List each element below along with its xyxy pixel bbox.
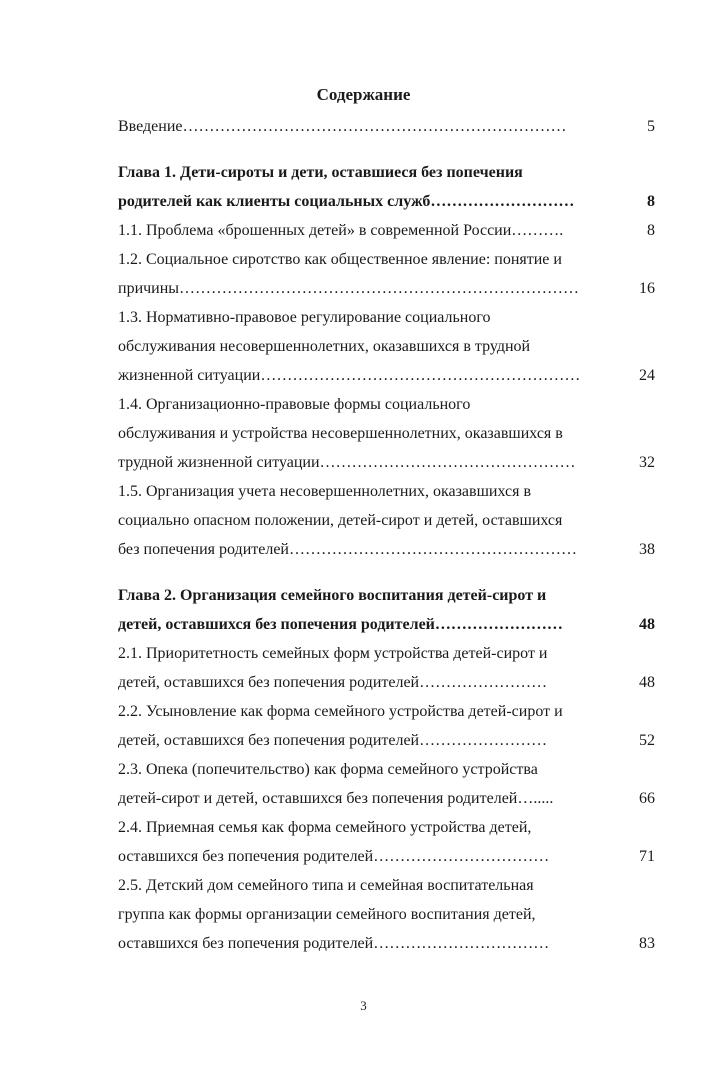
- toc-entry-section-2-2: [118, 697, 655, 726]
- toc-entry-section-1-1: [118, 216, 655, 245]
- toc-entry-text: Глава 2. Организация семейного воспитания детей-сирот и: [118, 587, 547, 604]
- toc-entry-text: причины…………………………………………………………………: [118, 280, 580, 297]
- page-number: 3: [360, 998, 367, 1013]
- toc-entry-section-2-3: [118, 755, 655, 784]
- toc-entry-text: детей, оставшихся без попечения родителей……………………: [118, 732, 548, 749]
- toc-entry-section-1-3: [118, 303, 655, 332]
- toc-entry-text: 2.2. Усыновление как форма семейного устройства детей-сирот и: [118, 703, 563, 720]
- toc-entry-text: детей-сирот и детей, оставшихся без попечения родителей….....: [118, 790, 554, 807]
- toc-entry-section-2-4: [118, 813, 655, 842]
- toc-page-number: 38: [639, 541, 655, 558]
- toc-entry-section-1-5-end: [118, 535, 655, 564]
- toc-entry-text: 1.4. Организационно-правовые формы социального: [118, 396, 471, 413]
- toc-entry-chapter-1-end: [118, 187, 655, 216]
- page-title: Содержание: [316, 85, 411, 104]
- toc-entry-text: Введение………………………………………………………………: [118, 118, 567, 135]
- toc-page-number: 16: [639, 280, 655, 297]
- toc-entry-section-2-4-end: [118, 842, 655, 871]
- toc-entry-section-2-5-end: [118, 929, 655, 958]
- toc-entry-text: 2.5. Детский дом семейного типа и семейная воспитательная: [118, 877, 534, 894]
- toc-entry-text: группа как формы организации семейного воспитания детей,: [118, 906, 536, 923]
- toc-entry-text: обслуживания несовершеннолетних, оказавшихся в трудной: [118, 338, 531, 355]
- toc-entry-intro: [118, 112, 655, 141]
- toc-entry-section-1-3-cont: [118, 332, 655, 361]
- toc-entry-text: 1.1. Проблема «брошенных детей» в современной России……….: [118, 222, 564, 239]
- toc-entry-section-2-2-end: [118, 726, 655, 755]
- toc-entry-section-2-3-end: [118, 784, 655, 813]
- toc-entry-section-1-5-cont: [118, 506, 655, 535]
- toc-entry-text: 2.1. Приоритетность семейных форм устройства детей-сирот и: [118, 645, 548, 662]
- toc-entry-section-1-2: [118, 245, 655, 274]
- toc-entry-section-1-2-end: [118, 274, 655, 303]
- toc-entry-text: 1.3. Нормативно-правовое регулирование социального: [118, 309, 491, 326]
- toc-page-number: 8: [647, 193, 655, 210]
- toc-entry-text: детей, оставшихся без попечения родителей……………………: [118, 616, 563, 633]
- toc-entry-text: оставшихся без попечения родителей……………………………: [118, 935, 550, 952]
- toc-entry-text: трудной жизненной ситуации…………………………………………: [118, 454, 576, 471]
- toc-entry-text: 1.2. Социальное сиротство как общественное явление: понятие и: [118, 251, 562, 268]
- toc-entry-text: 2.4. Приемная семья как форма семейного устройства детей,: [118, 819, 532, 836]
- toc-page-number: 52: [639, 732, 655, 749]
- toc-entry-section-2-5: [118, 871, 655, 900]
- toc-entry-text: 1.5. Организация учета несовершеннолетних, оказавшихся в: [118, 483, 531, 500]
- toc-entry-text: социально опасном положении, детей-сирот и детей, оставшихся: [118, 512, 563, 529]
- toc-entry-chapter-1: [118, 158, 655, 187]
- toc-entry-section-1-4-cont: [118, 419, 655, 448]
- toc-page-number: 24: [639, 367, 655, 384]
- toc-entry-section-1-3-end: [118, 361, 655, 390]
- toc-entry-section-1-4-end: [118, 448, 655, 477]
- toc-page-number: 5: [647, 118, 655, 135]
- toc-entry-chapter-2: [118, 581, 655, 610]
- toc-page-number: 66: [639, 790, 655, 807]
- toc-entry-text: детей, оставшихся без попечения родителей……………………: [118, 674, 548, 691]
- toc-entry-section-2-1-end: [118, 668, 655, 697]
- toc-entry-text: 2.3. Опека (попечительство) как форма семейного устройства: [118, 761, 538, 778]
- toc-page-number: 83: [639, 935, 655, 952]
- toc-page-number: 71: [639, 848, 655, 865]
- toc-entry-section-2-5-cont: [118, 900, 655, 929]
- toc-entry-text: родителей как клиенты социальных служб………………………: [118, 193, 575, 210]
- toc-entry-text: без попечения родителей………………………………………………: [118, 541, 577, 558]
- toc-page-number: 32: [639, 454, 655, 471]
- toc-page-number: 8: [647, 222, 655, 239]
- toc-entry-section-2-1: [118, 639, 655, 668]
- toc-page-number: 48: [639, 616, 655, 633]
- toc-entry-text: Глава 1. Дети-сироты и дети, оставшиеся без попечения: [118, 164, 523, 181]
- toc-entry-text: обслуживания и устройства несовершеннолетних, оказавшихся в: [118, 425, 563, 442]
- toc-entry-text: жизненной ситуации……………………………………………………: [118, 367, 581, 384]
- table-of-contents: [118, 112, 655, 958]
- toc-entry-chapter-2-end: [118, 610, 655, 639]
- toc-entry-text: оставшихся без попечения родителей……………………………: [118, 848, 550, 865]
- toc-entry-section-1-4: [118, 390, 655, 419]
- toc-page-number: 48: [639, 674, 655, 691]
- toc-entry-section-1-5: [118, 477, 655, 506]
